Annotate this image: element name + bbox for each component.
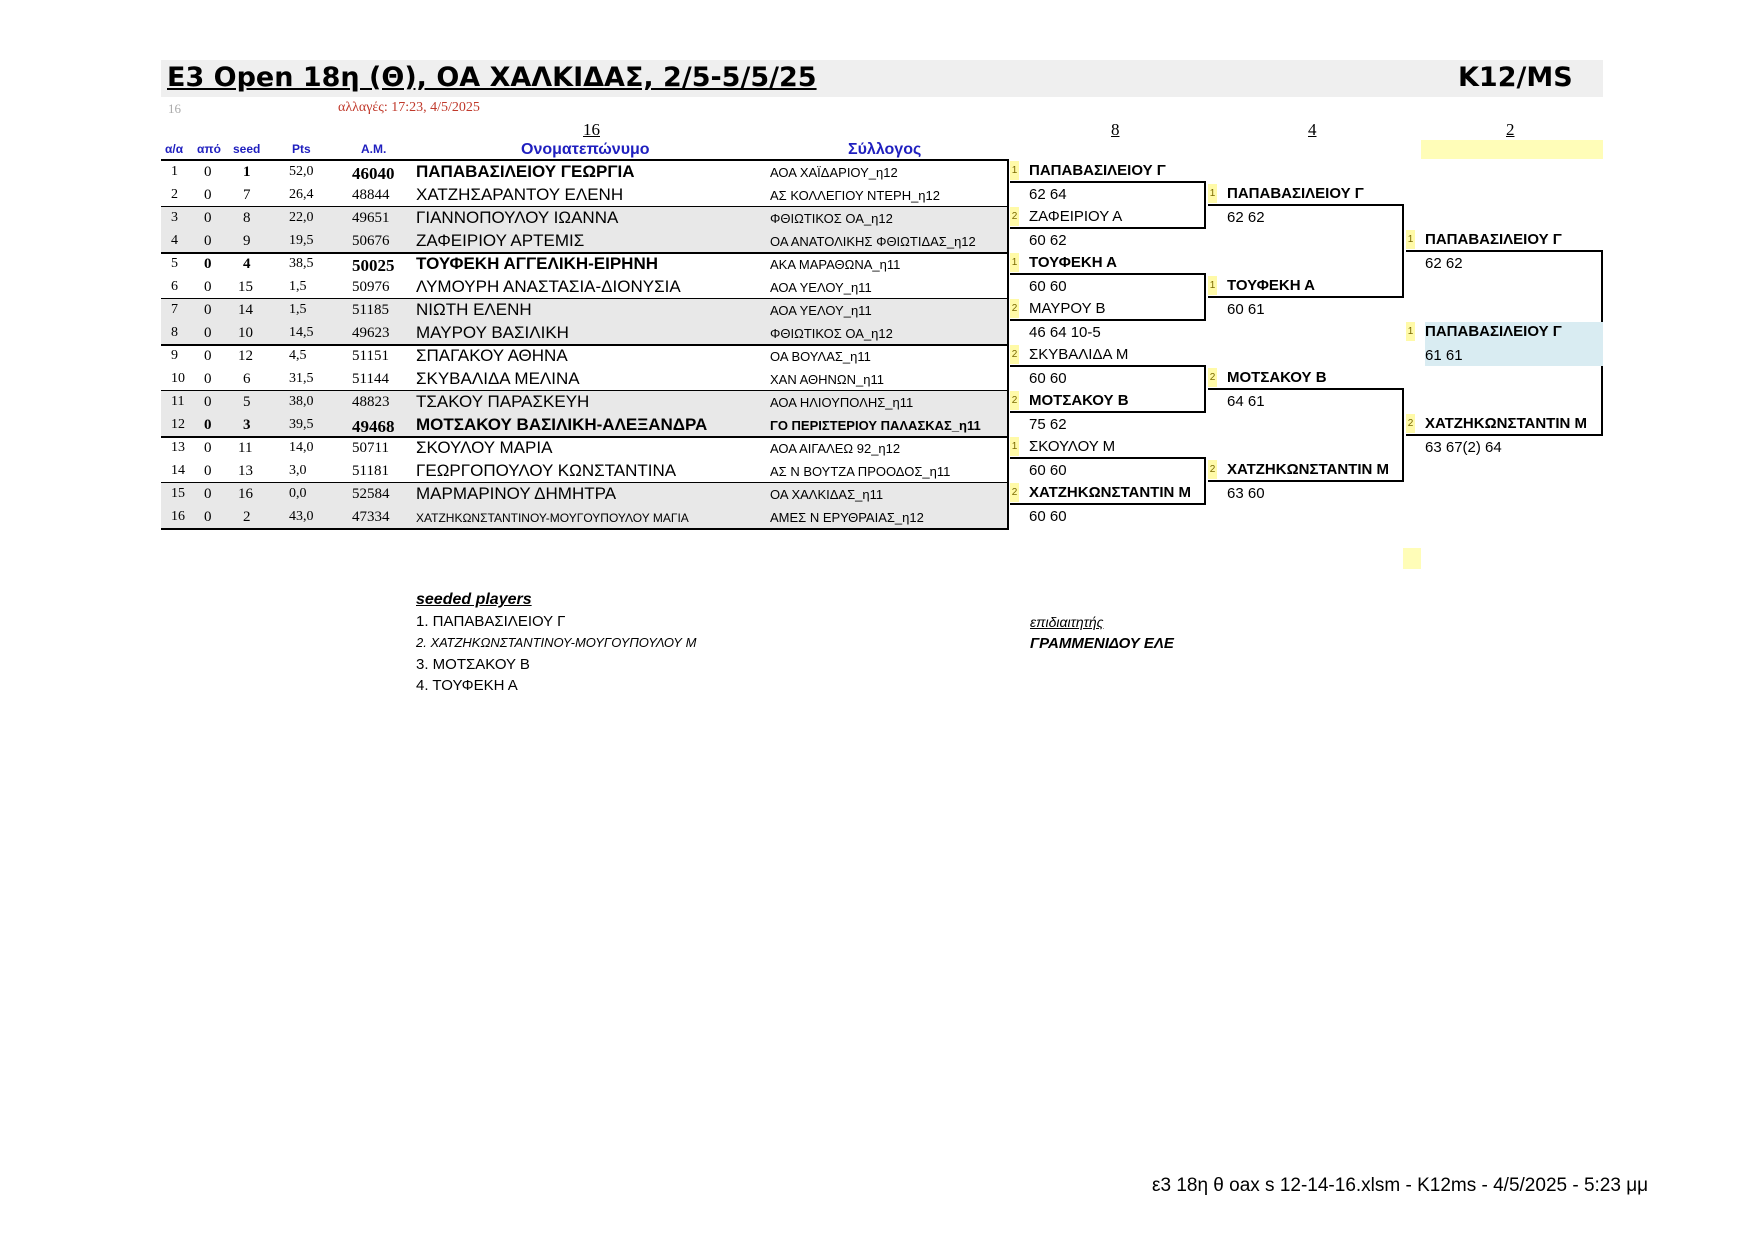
player-seed: 12 — [238, 348, 253, 364]
player-am: 48844 — [352, 187, 390, 203]
r8-winner-name: ΖΑΦΕΙΡΙΟΥ Α — [1029, 208, 1123, 225]
player-club: ΑΣ Ν ΒΟΥΤΖΑ ΠΡΟΟΔΟΣ_η11 — [770, 464, 951, 479]
col-header-name: Ονοματεπώνυμο — [521, 141, 650, 158]
seed-marker: 2 — [1010, 345, 1019, 364]
bracket-line — [1406, 250, 1603, 252]
player-am: 50025 — [352, 256, 395, 275]
r8-winner-name: ΣΚΟΥΛΟΥ Μ — [1029, 438, 1116, 455]
bracket-line — [1010, 457, 1206, 459]
player-name: ΛΥΜΟΥΡΗ ΑΝΑΣΤΑΣΙΑ-ΔΙΟΝΥΣΙΑ — [416, 277, 681, 296]
r8-score: 60 60 — [1029, 508, 1067, 525]
player-seed: 9 — [243, 233, 251, 249]
player-name: ΓΕΩΡΓΟΠΟΥΛΟΥ ΚΩΝΣΤΑΝΤΙΝΑ — [416, 461, 677, 480]
player-seed: 2 — [243, 509, 251, 525]
r4-winner-name: ΧΑΤΖΗΚΩΝΣΤΑΝΤΙΝ Μ — [1227, 461, 1389, 478]
player-pts: 0,0 — [289, 486, 307, 501]
col-header-apo: από — [197, 142, 221, 156]
player-am: 49651 — [352, 210, 390, 226]
player-aa: 5 — [171, 256, 178, 271]
player-name: ΤΟΥΦΕΚΗ ΑΓΓΕΛΙΚΗ-ΕΙΡΗΝΗ — [416, 254, 659, 273]
player-seed: 5 — [243, 394, 251, 410]
r4-score: 60 61 — [1227, 301, 1265, 318]
player-aa: 2 — [171, 187, 178, 202]
r8-score: 62 64 — [1029, 186, 1067, 203]
player-aa: 15 — [171, 486, 185, 501]
player-seed: 4 — [243, 256, 251, 272]
player-club: ΦΘΙΩΤΙΚΟΣ ΟΑ_η12 — [770, 211, 893, 226]
draw-size-label: 16 — [168, 101, 181, 116]
player-pts: 19,5 — [289, 233, 314, 248]
player-seed: 13 — [238, 463, 253, 479]
pair-divider-line — [161, 344, 1009, 346]
player-aa: 11 — [171, 394, 185, 409]
player-am: 46040 — [352, 164, 395, 183]
seed-marker: 2 — [1406, 414, 1415, 433]
player-seed: 3 — [243, 417, 251, 433]
player-name: ΜΑΡΜΑΡΙΝΟΥ ΔΗΜΗΤΡΑ — [416, 484, 617, 503]
player-apo: 0 — [204, 348, 212, 364]
pair-divider-line — [161, 528, 1009, 530]
player-apo: 0 — [204, 187, 212, 203]
player-club: ΟΑ ΧΑΛΚΙΔΑΣ_η11 — [770, 487, 884, 502]
referee-name: ΓΡΑΜΜΕΝΙΔΟΥ ΕΛΕ — [1030, 635, 1174, 652]
seeded-item: 4. ΤΟΥΦΕΚΗ Α — [416, 677, 518, 694]
r8-winner-name: ΜΟΤΣΑΚΟΥ Β — [1029, 392, 1129, 409]
seed-marker: 1 — [1208, 276, 1217, 295]
col-header-pts: Pts — [292, 142, 311, 156]
player-club: ΑΟΑ ΑΙΓΑΛΕΩ 92_η12 — [770, 441, 901, 456]
bracket-connector — [1402, 204, 1404, 298]
player-club: ΑΣ ΚΟΛΛΕΓΙΟΥ ΝΤΕΡΗ_η12 — [770, 188, 940, 203]
r8-score: 60 60 — [1029, 278, 1067, 295]
bracket-line — [1010, 273, 1206, 275]
player-club: ΑΜΕΣ Ν ΕΡΥΘΡΑΙΑΣ_η12 — [770, 510, 924, 525]
r2-winner-name: ΧΑΤΖΗΚΩΝΣΤΑΝΤΙΝ Μ — [1425, 415, 1587, 432]
player-am: 50676 — [352, 233, 390, 249]
player-seed: 14 — [238, 302, 253, 318]
player-name: ΧΑΤΖΗΚΩΝΣΤΑΝΤΙΝΟΥ-ΜΟΥΓΟΥΠΟΥΛΟΥ ΜΑΓΙΑ — [416, 511, 689, 525]
bracket-line — [1208, 204, 1404, 206]
bracket-line — [1208, 388, 1404, 390]
player-apo: 0 — [204, 394, 212, 410]
player-am: 49468 — [352, 417, 395, 436]
r8-score: 46 64 10-5 — [1029, 324, 1101, 341]
player-pts: 26,4 — [289, 187, 314, 202]
r8-score: 60 60 — [1029, 462, 1067, 479]
seeded-item: 3. ΜΟΤΣΑΚΟΥ Β — [416, 656, 530, 673]
col-header-seed: seed — [233, 142, 261, 156]
player-am: 47334 — [352, 509, 390, 525]
player-apo: 0 — [204, 486, 212, 502]
player-club: ΑΟΑ ΗΛΙΟΥΠΟΛΗΣ_η11 — [770, 395, 914, 410]
seed-marker: 1 — [1208, 184, 1217, 203]
player-pts: 3,0 — [289, 463, 307, 478]
bracket-line — [1406, 434, 1603, 436]
r8-score: 75 62 — [1029, 416, 1067, 433]
bracket-line — [1208, 296, 1404, 298]
player-name: ΠΑΠΑΒΑΣΙΛΕΙΟΥ ΓΕΩΡΓΙΑ — [416, 162, 635, 181]
player-seed: 6 — [243, 371, 251, 387]
bracket-line — [1010, 227, 1206, 229]
player-seed: 1 — [243, 164, 251, 180]
player-name: ΣΚΟΥΛΟΥ ΜΑΡΙΑ — [416, 438, 553, 457]
player-club: ΦΘΙΩΤΙΚΟΣ ΟΑ_η12 — [770, 326, 893, 341]
bracket-connector — [1402, 388, 1404, 482]
player-pts: 22,0 — [289, 210, 314, 225]
r4-winner-name: ΠΑΠΑΒΑΣΙΛΕΙΟΥ Γ — [1227, 185, 1364, 202]
col-header-aa: α/α — [165, 142, 184, 156]
r8-score: 60 60 — [1029, 370, 1067, 387]
player-aa: 3 — [171, 210, 178, 225]
player-name: ΓΙΑΝΝΟΠΟΥΛΟΥ ΙΩΑΝΝΑ — [416, 208, 619, 227]
player-aa: 8 — [171, 325, 178, 340]
player-name: ΜΑΥΡΟΥ ΒΑΣΙΛΙΚΗ — [416, 323, 569, 342]
player-aa: 13 — [171, 440, 185, 455]
changes-timestamp: αλλαγές: 17:23, 4/5/2025 — [338, 100, 480, 115]
player-pts: 14,5 — [289, 325, 314, 340]
seed-marker: 2 — [1010, 391, 1019, 410]
player-seed: 15 — [238, 279, 253, 295]
player-apo: 0 — [204, 210, 212, 226]
seed-marker: 1 — [1010, 253, 1019, 272]
player-aa: 7 — [171, 302, 178, 317]
player-club: ΓΟ ΠΕΡΙΣΤΕΡΙΟΥ ΠΑΛΑΣΚΑΣ_η11 — [770, 418, 981, 433]
player-name: ΖΑΦΕΙΡΙΟΥ ΑΡΤΕΜΙΣ — [416, 231, 585, 250]
r8-winner-name: ΠΑΠΑΒΑΣΙΛΕΙΟΥ Γ — [1029, 162, 1166, 179]
bracket-line — [1208, 480, 1404, 482]
player-pts: 39,5 — [289, 417, 314, 432]
player-aa: 16 — [171, 509, 185, 524]
r4-score: 64 61 — [1227, 393, 1265, 410]
seeded-heading: seeded players — [416, 591, 532, 608]
player-seed: 10 — [238, 325, 253, 341]
final-header-highlight — [1421, 140, 1603, 159]
player-aa: 14 — [171, 463, 185, 478]
player-club: ΧΑΝ ΑΘΗΝΩΝ_η11 — [770, 372, 884, 387]
player-apo: 0 — [204, 233, 212, 249]
bracket-line — [1010, 319, 1206, 321]
player-name: ΧΑΤΖΗΣΑΡΑΝΤΟΥ ΕΛΕΝΗ — [416, 185, 624, 204]
player-club: ΟΑ ΑΝΑΤΟΛΙΚΗΣ ΦΘΙΩΤΙΔΑΣ_η12 — [770, 234, 976, 249]
bracket-line — [1010, 503, 1206, 505]
player-pts: 1,5 — [289, 302, 307, 317]
bracket-connector — [1204, 457, 1206, 505]
bracket-connector — [1204, 181, 1206, 229]
player-name: ΣΚΥΒΑΛΙΔΑ ΜΕΛΙΝΑ — [416, 369, 580, 388]
seeded-item: 1. ΠΑΠΑΒΑΣΙΛΕΙΟΥ Γ — [416, 613, 566, 630]
round-head-16: 16 — [583, 120, 600, 139]
player-aa: 10 — [171, 371, 185, 386]
player-seed: 11 — [238, 440, 253, 456]
player-am: 50976 — [352, 279, 390, 295]
player-apo: 0 — [204, 417, 212, 433]
seed-marker: 2 — [1010, 299, 1019, 318]
row-shading — [161, 299, 1007, 322]
player-club: ΑΟΑ ΧΑΪΔΑΡΙΟΥ_η12 — [770, 165, 898, 180]
r8-winner-name: ΜΑΥΡΟΥ Β — [1029, 300, 1106, 317]
player-pts: 43,0 — [289, 509, 314, 524]
player-pts: 38,0 — [289, 394, 314, 409]
round-head-4: 4 — [1308, 120, 1317, 139]
bracket-connector — [1204, 273, 1206, 321]
seed-marker: 2 — [1010, 207, 1019, 226]
player-apo: 0 — [204, 302, 212, 318]
player-am: 51144 — [352, 371, 389, 387]
player-pts: 38,5 — [289, 256, 314, 271]
bracket-line — [1010, 411, 1206, 413]
final-score: 61 61 — [1425, 347, 1463, 364]
player-name: ΜΟΤΣΑΚΟΥ ΒΑΣΙΛΙΚΗ-ΑΛΕΞΑΝΔΡΑ — [416, 415, 708, 434]
player-apo: 0 — [204, 325, 212, 341]
r2-winner-name: ΠΑΠΑΒΑΣΙΛΕΙΟΥ Γ — [1425, 231, 1562, 248]
player-aa: 9 — [171, 348, 178, 363]
player-am: 52584 — [352, 486, 390, 502]
player-aa: 6 — [171, 279, 178, 294]
player-am: 48823 — [352, 394, 390, 410]
player-apo: 0 — [204, 371, 212, 387]
player-pts: 52,0 — [289, 164, 314, 179]
player-am: 51151 — [352, 348, 389, 364]
r4-score: 62 62 — [1227, 209, 1265, 226]
player-name: ΤΣΑΚΟΥ ΠΑΡΑΣΚΕΥΗ — [416, 392, 590, 411]
player-am: 51185 — [352, 302, 389, 318]
round-head-2: 2 — [1506, 120, 1515, 139]
seed-marker: 1 — [1010, 161, 1019, 180]
player-seed: 7 — [243, 187, 251, 203]
round-head-8: 8 — [1111, 120, 1120, 139]
seed-marker: 1 — [1010, 437, 1019, 456]
player-pts: 31,5 — [289, 371, 314, 386]
seed-marker: 1 — [1406, 322, 1415, 341]
winner-marker — [1403, 548, 1421, 569]
player-apo: 0 — [204, 164, 212, 180]
table-right-line — [1007, 159, 1009, 529]
player-name: ΣΠΑΓΑΚΟΥ ΑΘΗΝΑ — [416, 346, 568, 365]
r8-winner-name: ΤΟΥΦΕΚΗ Α — [1029, 254, 1118, 271]
r2-score: 63 67(2) 64 — [1425, 439, 1502, 456]
category-label: K12/MS — [1458, 62, 1573, 93]
table-top-line — [161, 159, 1009, 161]
player-pts: 1,5 — [289, 279, 307, 294]
player-club: ΟΑ ΒΟΥΛΑΣ_η11 — [770, 349, 871, 364]
player-name: ΝΙΩΤΗ ΕΛΕΝΗ — [416, 300, 532, 319]
seeded-item: 2. ΧΑΤΖΗΚΩΝΣΤΑΝΤΙΝΟΥ-ΜΟΥΓΟΥΠΟΥΛΟΥ Μ — [416, 635, 697, 650]
col-header-club: Σύλλογος — [848, 141, 922, 158]
player-aa: 12 — [171, 417, 185, 432]
player-apo: 0 — [204, 509, 212, 525]
bracket-line — [1010, 181, 1206, 183]
seed-marker: 2 — [1208, 460, 1217, 479]
r2-score: 62 62 — [1425, 255, 1463, 272]
r8-winner-name: ΣΚΥΒΑΛΙΔΑ Μ — [1029, 346, 1129, 363]
referee-label: επιδιαιτητής — [1030, 614, 1104, 630]
player-club: ΑΚΑ ΜΑΡΑΘΩΝΑ_η11 — [770, 257, 901, 272]
player-seed: 8 — [243, 210, 251, 226]
col-header-am: Α.Μ. — [361, 142, 387, 156]
pair-divider-line — [161, 436, 1009, 438]
bracket-connector — [1204, 365, 1206, 413]
player-am: 49623 — [352, 325, 390, 341]
r8-score: 60 62 — [1029, 232, 1067, 249]
seed-marker: 1 — [1406, 230, 1415, 249]
player-am: 51181 — [352, 463, 389, 479]
r4-winner-name: ΜΟΤΣΑΚΟΥ Β — [1227, 369, 1327, 386]
player-seed: 16 — [238, 486, 253, 502]
tournament-title: Ε3 Open 18η (Θ), ΟΑ ΧΑΛΚΙΔΑΣ, 2/5-5/5/25 — [167, 62, 817, 93]
footer-file-info: ε3 18η θ oax s 12-14-16.xlsm - K12ms - 4/5/2025 - 5:23 μμ — [1152, 1175, 1649, 1196]
player-am: 50711 — [352, 440, 389, 456]
player-apo: 0 — [204, 440, 212, 456]
player-apo: 0 — [204, 256, 212, 272]
player-pts: 14,0 — [289, 440, 314, 455]
player-club: ΑΟΑ ΥΕΛΟΥ_η11 — [770, 303, 872, 318]
player-club: ΑΟΑ ΥΕΛΟΥ_η11 — [770, 280, 872, 295]
player-aa: 4 — [171, 233, 178, 248]
champion-name: ΠΑΠΑΒΑΣΙΛΕΙΟΥ Γ — [1425, 323, 1562, 340]
r4-winner-name: ΤΟΥΦΕΚΗ Α — [1227, 277, 1316, 294]
bracket-line — [1010, 365, 1206, 367]
r8-winner-name: ΧΑΤΖΗΚΩΝΣΤΑΝΤΙΝ Μ — [1029, 484, 1191, 501]
seed-marker: 2 — [1208, 368, 1217, 387]
player-apo: 0 — [204, 279, 212, 295]
seed-marker: 2 — [1010, 483, 1019, 502]
player-aa: 1 — [171, 164, 178, 179]
player-pts: 4,5 — [289, 348, 307, 363]
player-apo: 0 — [204, 463, 212, 479]
r4-score: 63 60 — [1227, 485, 1265, 502]
